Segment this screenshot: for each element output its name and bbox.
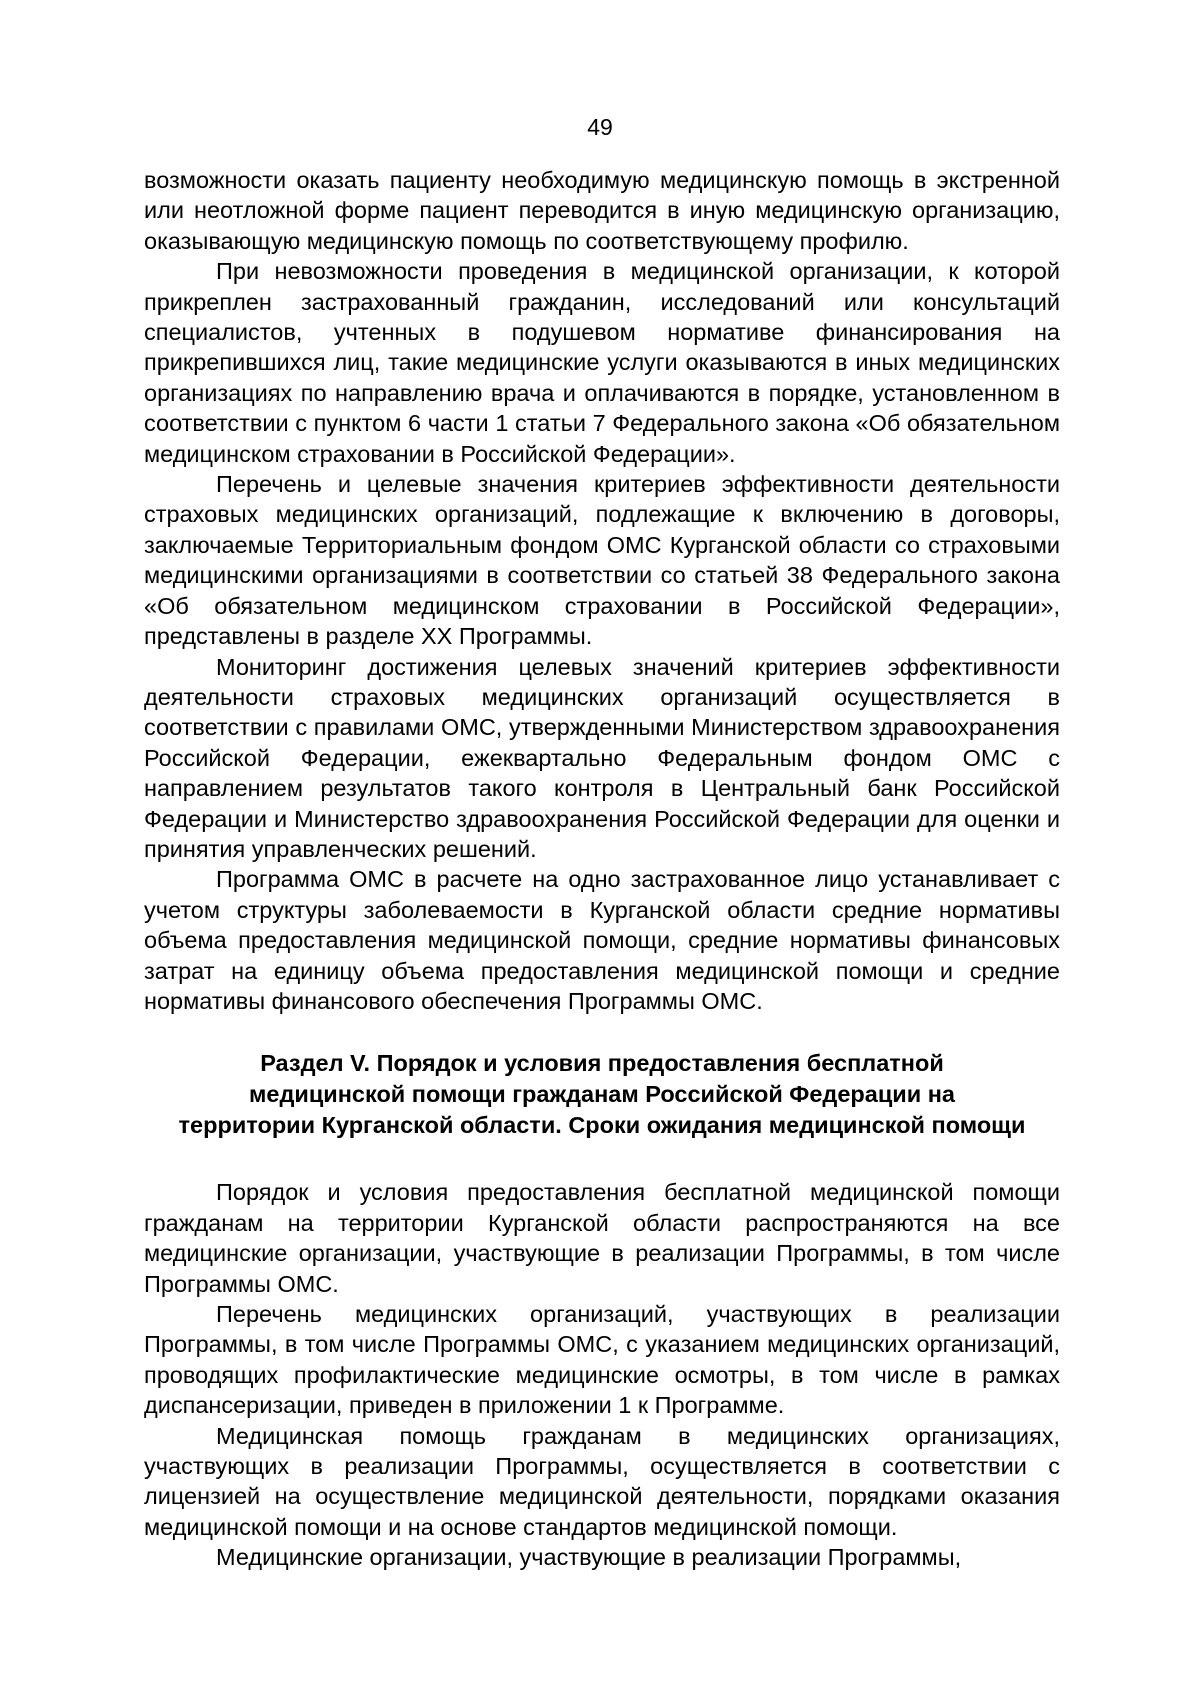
paragraph: Медицинские организации, участвующие в реализации Программы, — [216, 1544, 962, 1571]
page-number: 49 — [587, 114, 613, 140]
section-heading-line: Раздел V. Порядок и условия предоставления бесплатной — [260, 1050, 944, 1077]
section-heading-line: территории Курганской области. Сроки ожидания медицинской помощи — [178, 1112, 1026, 1139]
paragraph: Перечень медицинских организаций, участвующих в реализации Программы, в том числе Программы ОМС, с указанием медицинских организаций, проводящих профилактические медицинские осмотры, в том числе в рамках диспансеризации, приведен в приложении 1 к Программе. — [144, 1301, 1060, 1419]
paragraph: Программа ОМС в расчете на одно застрахованное лицо устанавливает с учетом структуры заболеваемости в Курганской области средние нормативы объема предоставления медицинской помощи, средние нормативы финансовых затрат на единицу объема предоставления медицинской помощи и средние нормативы финансового обеспечения Программы ОМС. — [144, 866, 1060, 1014]
section-heading-line: медицинской помощи гражданам Российской Федерации на — [249, 1081, 955, 1108]
paragraph: Порядок и условия предоставления бесплатной медицинской помощи гражданам на территории Курганской области распространяются на все медицинские организации, участвующие в реализации Программы, в том числе Программы ОМС. — [144, 1179, 1060, 1297]
section-heading — [144, 1048, 1060, 1141]
paragraph: Медицинская помощь гражданам в медицинских организациях, участвующих в реализации Программы, осуществляется в соответствии с лицензией на осуществление медицинской деятельности, порядками оказания медицинской помощи и на основе стандартов медицинской помощи. — [144, 1422, 1060, 1540]
paragraph: возможности оказать пациенту необходимую медицинскую помощь в экстренной или неотложной форме пациент переводится в иную медицинскую организацию, оказывающую медицинскую помощь по соответствующему профилю. — [144, 167, 1060, 254]
paragraph: При невозможности проведения в медицинской организации, к которой прикреплен застрахованный гражданин, исследований или консультаций специалистов, учтенных в подушевом нормативе финансирования на прикрепившихся лиц, такие медицинские услуги оказываются в иных медицинских организациях по направлению врача и оплачиваются в порядке, установленном в соответствии с пунктом 6 части 1 статьи 7 Федерального закона «Об обязательном медицинском страховании в Российской Федерации». — [144, 258, 1060, 467]
paragraph: Перечень и целевые значения критериев эффективности деятельности страховых медицинских организаций, подлежащие к включению в договоры, заключаемые Территориальным фондом ОМС Курганской области со страховыми медицинскими организациями в соответствии со статьей 38 Федерального закона «Об обязательном медицинском страховании в Российской Федерации», представлены в разделе XX Программы. — [144, 471, 1060, 650]
document-body — [144, 165, 1060, 1573]
paragraph: Мониторинг достижения целевых значений критериев эффективности деятельности страховых медицинских организаций осуществляется в соответствии с правилами ОМС, утвержденными Министерством здравоохранения Российской Федерации, ежеквартально Федеральным фондом ОМС с направлением результатов такого контроля в Центральный банк Российской Федерации и Министерство здравоохранения Российской Федерации для оценки и принятия управленческих решений. — [144, 653, 1060, 862]
